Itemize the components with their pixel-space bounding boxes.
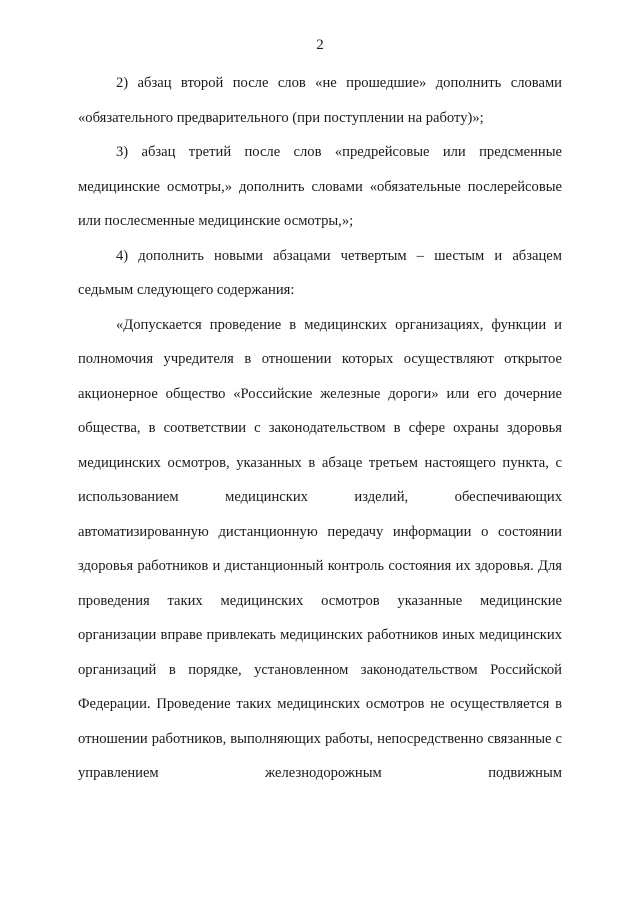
paragraph-item-2: 2) абзац второй после слов «не прошедшие» дополнить словами «обязательного предварительного (при поступлении на работу)»; — [78, 75, 562, 126]
paragraph-item-3: 3) абзац третий после слов «предрейсовые или предсменные медицинские осмотры,» дополнить словами «обязательные послерейсовые или послесменные медицинские осмотры,»; — [78, 144, 562, 229]
paragraph-item-4: 4) дополнить новыми абзацами четвертым – шестым и абзацем седьмым следующего содержания: — [78, 247, 562, 298]
page-number: 2 — [316, 37, 324, 53]
paragraph-quoted-text: «Допускается проведение в медицинских организациях, функции и полномочия учредителя в отношении которых осуществляют открытое акционерное общество «Российские железные дороги» или его дочерние общества, в соответствии с законодательством в сфере охраны здоровья медицинских осмотров, указанных в абзаце третьем настоящего пункта, с использованием медицинских изделий, обеспечивающих автоматизированную дистанционную передачу информации о состоянии здоровья работников и дистанционный контроль состояния их здоровья. Для проведения таких медицинских осмотров указанные медицинские организации вправе привлекать медицинских работников иных медицинских организаций в порядке, установленном законодательством Российской Федерации. Проведение таких медицинских осмотров не осуществляется в отношении работников, выполняющих работы, непосредственно связанные с управлением железнодорожным подвижным — [78, 316, 562, 781]
document-body — [78, 66, 562, 791]
